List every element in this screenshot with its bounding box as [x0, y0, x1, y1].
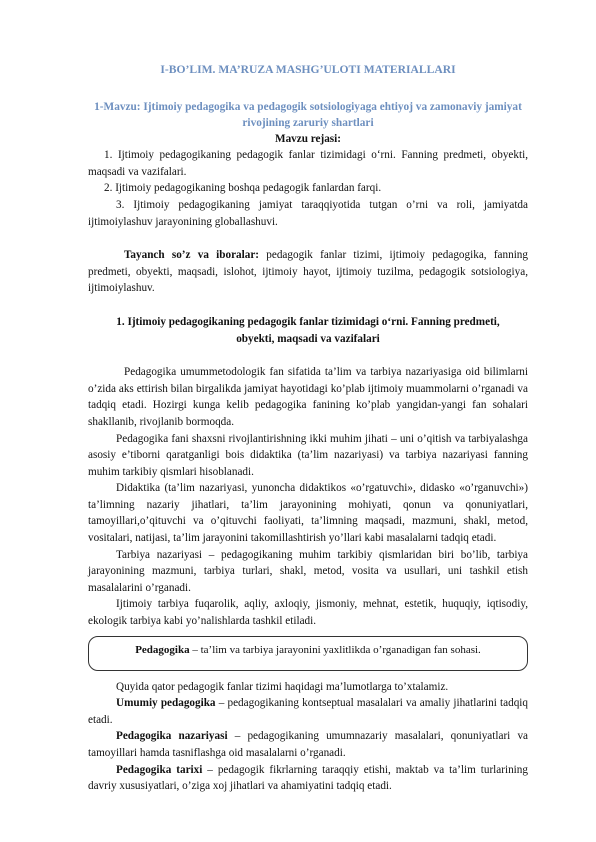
plan-item-2: 2. Ijtimoiy pedagogikaning boshqa pedagogik fanlardan farqi.	[104, 182, 382, 195]
paragraph-7-text: – pedagogikaning kontseptual masalalari va amaliy jihatlarini tadqiq etadi.	[88, 697, 528, 726]
term-pedagogika-nazariyasi: Pedagogika nazariyasi	[116, 730, 228, 743]
main-title: I-BO’LIM. MA’RUZA MASHG’ULOTI MATERIALLARI	[160, 63, 456, 76]
term-pedagogika-tarixi: Pedagogika tarixi	[116, 763, 203, 776]
topic-title-line2: rivojining zaruriy shartlari	[242, 116, 374, 129]
plan-item-3: 3. Ijtimoiy pedagogikaning jamiyat taraqqiyotida tutgan o’rni va roli, jamiyatda ijtimoiylashuv jarayonining globallashuvi.	[88, 198, 528, 228]
keywords-paragraph	[88, 247, 528, 297]
section-title-line2: obyekti, maqsadi va vazifalari	[236, 332, 380, 345]
definition-term: Pedagogika	[135, 643, 190, 656]
topic-title-line1: 1-Mavzu: Ijtimoiy pedagogika va pedagogik sotsiologiyaga ehtiyoj va zamonaviy jamiyat	[94, 100, 522, 113]
topic-title	[88, 99, 528, 131]
plan-item-1: 1. Ijtimoiy pedagogikaning pedagogik fanlar tizimidagi o‘rni. Fanning predmeti, obyekti, maqsadi va vazifalari.	[88, 149, 528, 178]
paragraph-3: Didaktika (ta’lim nazariyasi, yunoncha didaktikos «o’rgatuvchi», didasko «o’rganuvchi») ta’limning nazariy jihatlari, ta’lim jarayonining mohiyati, qonun va qonuniyatlari, tamoyillari,o’qituvchi va o’qituvchi faoliyati, ta’limning maqsadi, mazmuni, shakl, metod, vositalari, natijasi, ta’lim jarayonini takomillashtirish yo’llari kabi masalalarni tadqiq etadi.	[88, 482, 528, 545]
paragraph-6: Quyida qator pedagogik fanlar tizimi haqidagi ma’lumotlarga to’xtalamiz.	[116, 680, 449, 693]
section-title	[88, 314, 528, 347]
section-title-line1: 1. Ijtimoiy pedagogikaning pedagogik fanlar tizimidagi o‘rni. Fanning predmeti,	[116, 315, 500, 328]
paragraph-4: Tarbiya nazariyasi – pedagogikaning muhim tarkibiy qismlaridan biri bo’lib, tarbiya jarayonining mazmuni, tarbiya turlari, shakl, metod, vosita va usullari, uni tashkil etish masalalarini o’rganadi.	[88, 548, 528, 594]
keywords-text: pedagogik fanlar tizimi, ijtimoiy pedagogika, fanning predmeti, obyekti, maqsadi, islohot, ijtimoiy hayot, ijtimoiy tuzilma, pedagogik sotsiologiya, ijtimoiylashuv.	[88, 249, 528, 295]
definition-box	[88, 636, 528, 671]
definition-text: – ta’lim va tarbiya jarayonini yaxlitlikda o’rganadigan fan sohasi.	[189, 643, 481, 656]
paragraph-1: Pedagogika umummetodologik fan sifatida ta’lim va tarbiya nazariyasiga oid bilimlarni o’zida aks ettirish bilan birgalikda jamiyat hayotidagi ko’plab ijtimoiy muammolarni o’rganadi va tadqiq etadi. Hozirgi kunga kelib pedagogika fanining ko’plab yangidan-yangi fan sohalari shakllanib, rivojlanib bormoqda.	[88, 366, 528, 428]
paragraph-9	[88, 762, 528, 795]
paragraph-8	[88, 728, 528, 761]
term-umumiy-pedagogika: Umumiy pedagogika	[116, 697, 216, 710]
paragraph-5: Ijtimoiy tarbiya fuqarolik, aqliy, axloqiy, jismoniy, mehnat, estetik, huquqiy, iqtisodiy, ekologik tarbiya kabi yo’nalishlarda tashkil etiladi.	[88, 598, 528, 628]
paragraph-2: Pedagogika fani shaxsni rivojlantirishning ikki muhim jihati – uni o’qitish va tarbiyalashga asosiy e’tiborni qaratganligi bois didaktika (ta’lim nazariyasi) va tarbiya nazariyasi fanning muhim tarkibiy qismlari hisoblanadi.	[88, 432, 528, 478]
keywords-label: Tayanch so’z va iboralar:	[124, 249, 260, 262]
paragraph-7	[88, 695, 528, 728]
paragraph-9-text: – pedagogik fikrlarning taraqqiy etishi, maktab va ta’lim turlarining davriy xususiyatlari, o’ziga xoj jihatlari va ahamiyatini tadqiq etadi.	[88, 763, 528, 793]
plan-title: Mavzu rejasi:	[275, 132, 341, 145]
paragraph-8-text: – pedagogikaning umumnazariy masalalari, qonuniyatlari va tamoyillari hamda tasniflashga oid masalalarni o’rganadi.	[88, 730, 528, 759]
document-page	[88, 50, 528, 795]
